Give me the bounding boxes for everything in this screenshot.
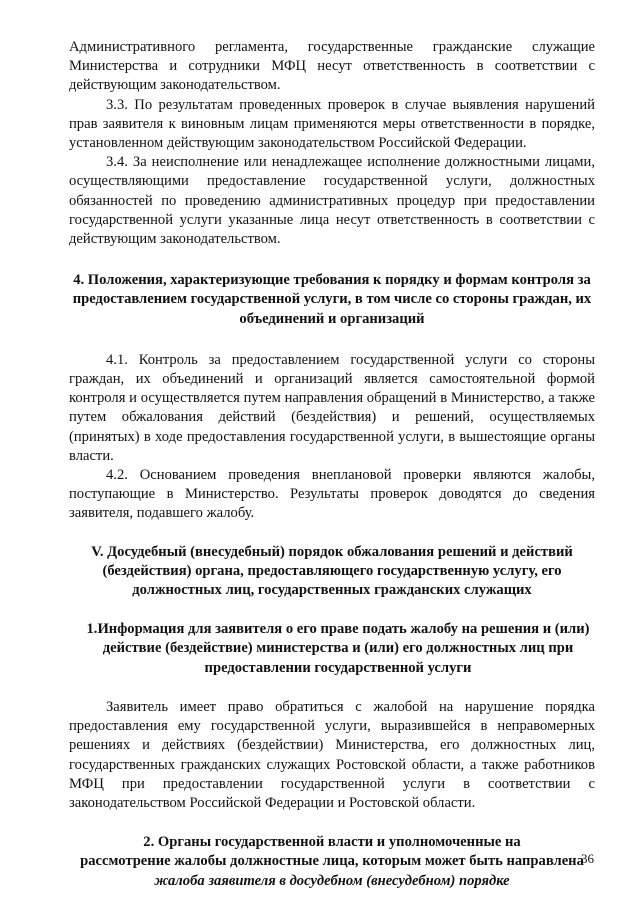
paragraph-4-1: 4.1. Контроль за предоставлением государственной услуги со стороны граждан, их объединений и организаций является самостоятельной формой контроля и осуществляется путем направления обращений в Министерство, а также путем обжалования действий (бездействия) и решений, осуществляемых (принятых) в ходе предоставления государственной услуги, в вышестоящие органы власти. (69, 351, 595, 464)
subsection-5-2-heading-line-3: жалоба заявителя в досудебном (внесудебном) порядке (154, 872, 510, 889)
subsection-5-2-heading-line-2: рассмотрение жалобы должностные лица, которым может быть направлена (80, 853, 584, 870)
paragraph-3-4: 3.4. За неисполнение или ненадлежащее исполнение должностными лицами, осуществляющими предоставление государственной услуги, должностных обязанностей по проведению административных процедур при предоставлении государственной услуги указанные лица несут ответственность в соответствии с действующим законодательством. (69, 154, 595, 248)
subsection-5-1-heading: 1.Информация для заявителя о его праве подать жалобу на решения и (или) действие (бездействие) министерства и (или) его должностных лиц при предоставлении государственной услуги (86, 621, 590, 676)
subsection-5-2-heading (69, 833, 595, 891)
section-4-heading: 4. Положения, характеризующие требования к порядку и формам контроля за предоставлением государственной услуги, в том числе со стороны граждан, их объединений и организаций (72, 272, 592, 327)
page-number: 36 (581, 851, 594, 866)
paragraph-3-3: 3.3. По результатам проведенных проверок в случае выявления нарушений прав заявителя к виновным лицам применяются меры ответственности в порядке, установленном действующим законодательством Российской Федерации. (69, 96, 595, 152)
paragraph-5-1: Заявитель имеет право обратиться с жалобой на нарушение порядка предоставления ему государственной услуги, выразившейся в неправомерных решениях и действиях (бездействии) Министерства, его должностных лиц, государственных гражданских служащих Ростовской области, а также работников МФЦ при предоставлении государственной услуги в соответствии с законодательством Российской Федерации и Ростовской области. (69, 698, 595, 811)
paragraph-3-2-end: Административного регламента, государственные гражданские служащие Министерства и сотрудники МФЦ несут ответственность в соответствии с действующим законодательством. (69, 39, 595, 94)
subsection-5-2-heading-line-1: 2. Органы государственной власти и уполномоченные на (143, 834, 521, 851)
document-page (69, 38, 595, 891)
section-5-heading: V. Досудебный (внесудебный) порядок обжалования решений и действий (бездействия) органа, предоставляющего государственную услугу, его должностных лиц, государственных гражданских служащих (91, 543, 573, 599)
paragraph-4-2: 4.2. Основанием проведения внеплановой проверки являются жалобы, поступающие в Министерство. Результаты проверок доводятся до сведения заявителя, подавшего жалобу. (69, 467, 595, 522)
